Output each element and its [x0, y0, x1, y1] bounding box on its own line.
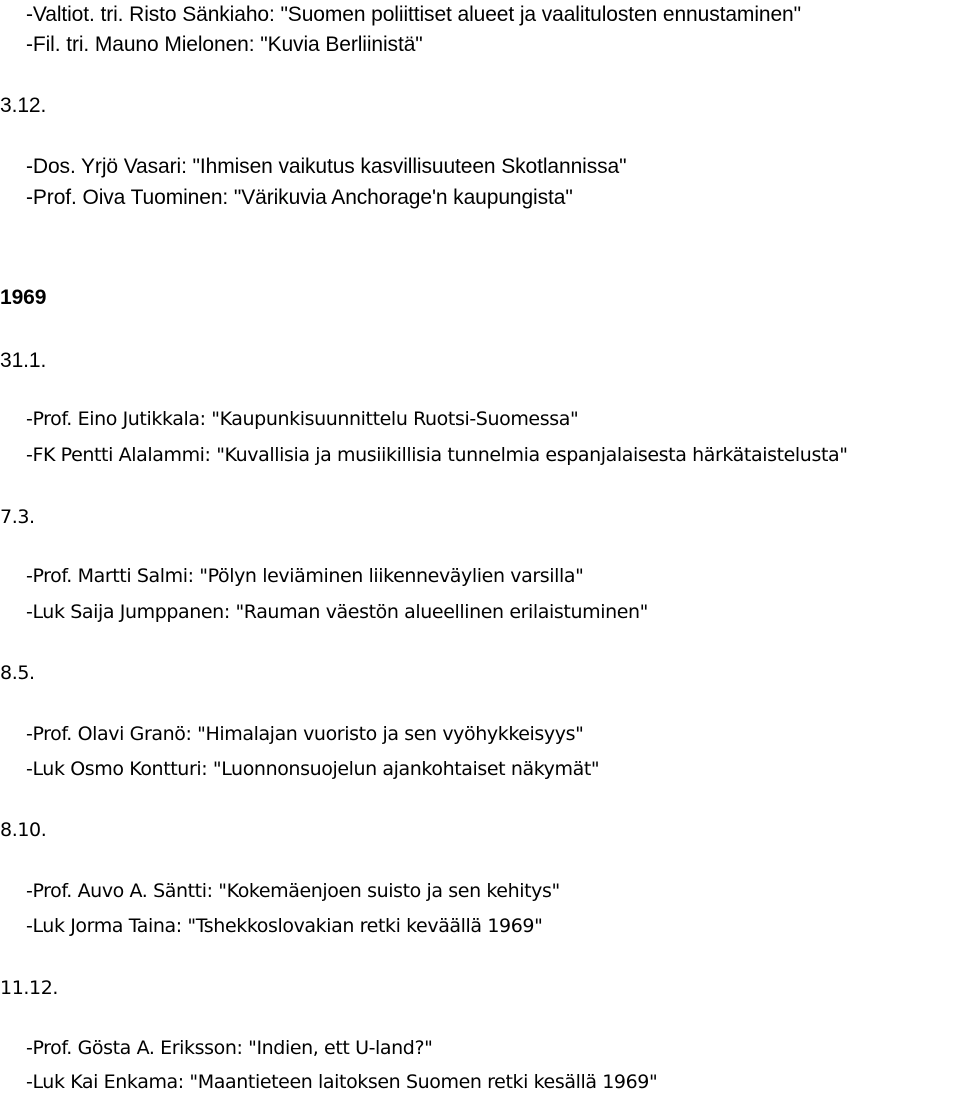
lecture-line: -Luk Saija Jumppanen: "Rauman väestön alueellinen erilaistuminen" [26, 601, 649, 623]
lecture-line: -Prof. Oiva Tuominen: "Värikuvia Anchorage'n kaupungista" [26, 186, 573, 209]
date-heading: 3.12. [0, 94, 47, 117]
lecture-line: -Luk Osmo Kontturi: "Luonnonsuojelun ajankohtaiset näkymät" [26, 758, 600, 780]
lecture-line: -Fil. tri. Mauno Mielonen: "Kuvia Berliinistä" [26, 33, 423, 56]
date-heading: 8.10. [0, 819, 47, 841]
lecture-line: -Prof. Auvo A. Säntti: "Kokemäenjoen suisto ja sen kehitys" [26, 880, 560, 902]
lecture-line: -Valtiot. tri. Risto Sänkiaho: "Suomen poliittiset alueet ja vaalitulosten ennustaminen" [26, 3, 801, 26]
year-heading: 1969 [0, 286, 47, 309]
date-heading: 31.1. [0, 349, 47, 372]
lecture-line: -Dos. Yrjö Vasari: "Ihmisen vaikutus kasvillisuuteen Skotlannissa" [26, 155, 627, 178]
lecture-line: -FK Pentti Alalammi: "Kuvallisia ja musiikillisia tunnelmia espanjalaisesta härkätaistelusta" [26, 444, 848, 466]
lecture-line: -Prof. Olavi Granö: "Himalajan vuoristo ja sen vyöhykkeisyys" [26, 723, 584, 745]
lecture-line: -Prof. Gösta A. Eriksson: "Indien, ett U-land?" [26, 1037, 433, 1059]
date-heading: 7.3. [0, 506, 35, 528]
lecture-line: -Luk Jorma Taina: "Tshekkoslovakian retki keväällä 1969" [26, 915, 543, 937]
lecture-line: -Prof. Martti Salmi: "Pölyn leviäminen liikenneväylien varsilla" [26, 565, 584, 587]
date-heading: 11.12. [0, 977, 59, 999]
lecture-line: -Prof. Eino Jutikkala: "Kaupunkisuunnittelu Ruotsi-Suomessa" [26, 408, 579, 430]
lecture-line: -Luk Kai Enkama: "Maantieteen laitoksen Suomen retki kesällä 1969" [26, 1071, 658, 1093]
date-heading: 8.5. [0, 662, 35, 684]
